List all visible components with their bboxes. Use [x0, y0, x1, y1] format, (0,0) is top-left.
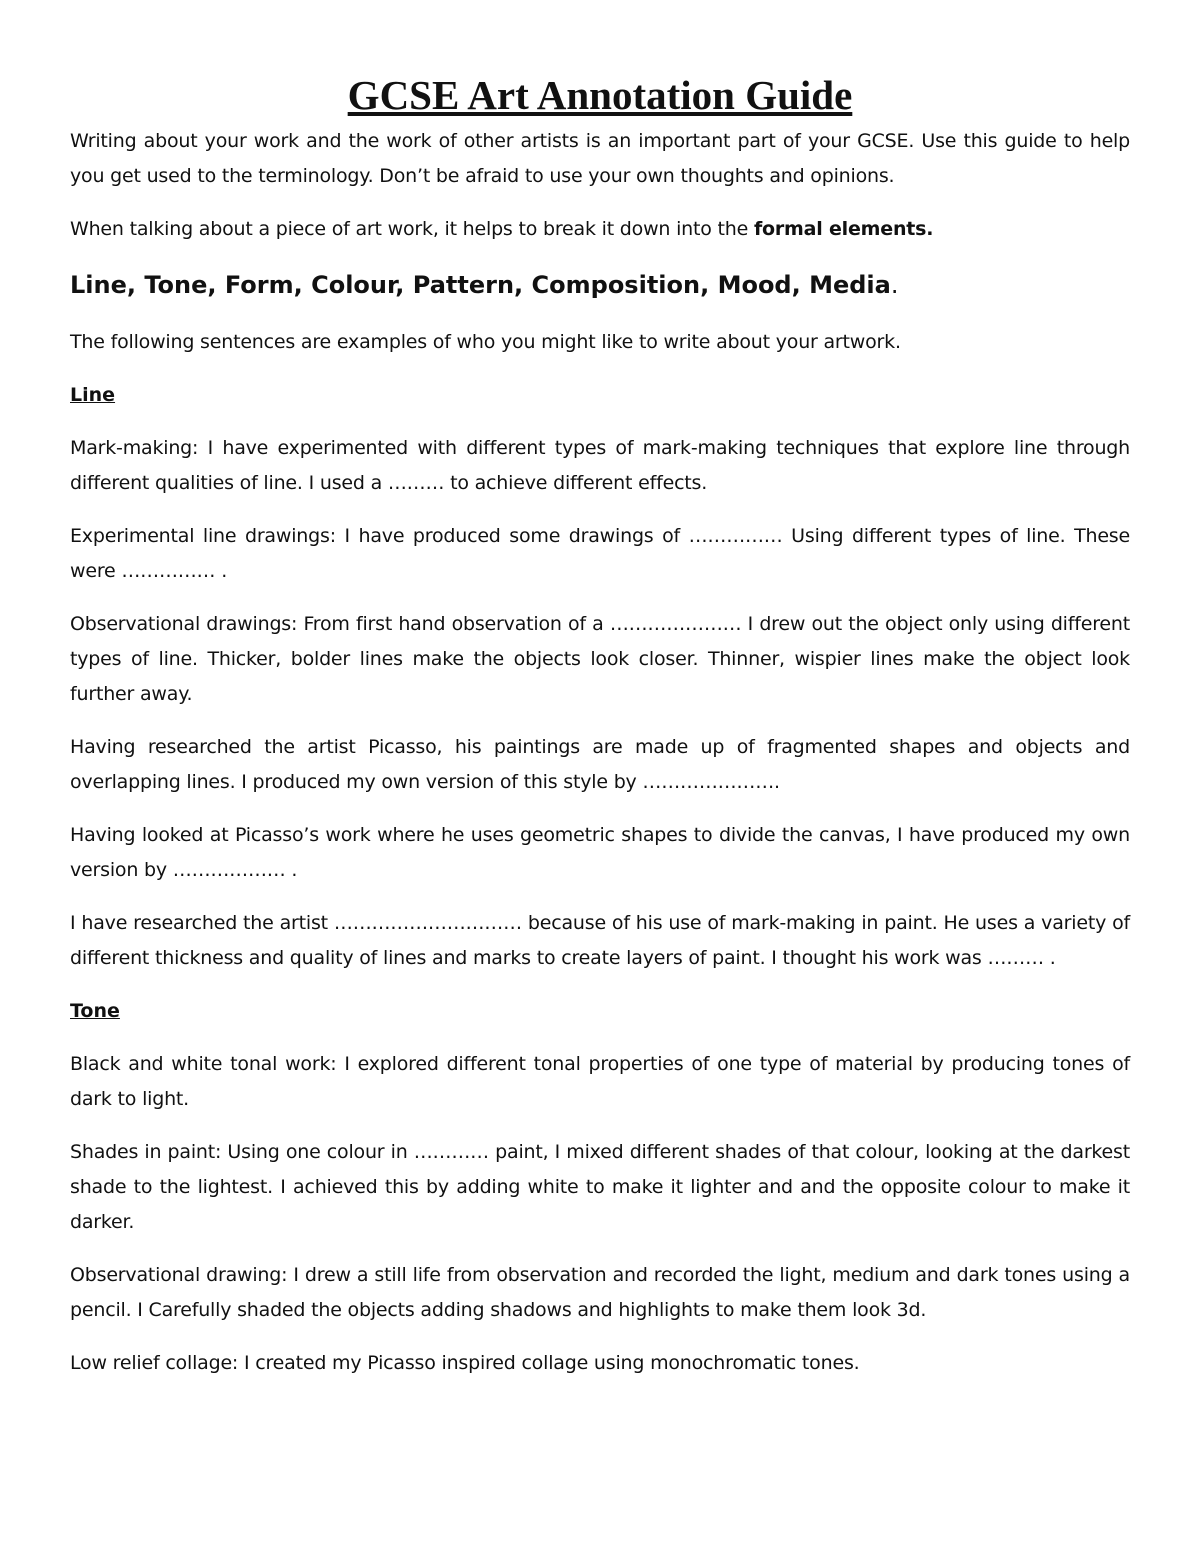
- item-text: Having researched the artist Picasso, his paintings are made up of fragmented shapes and objects and overlapping lines. I produced my own version of this style by ………………….: [70, 736, 1130, 793]
- line-item: [70, 519, 1130, 589]
- examples-intro: The following sentences are examples of who you might like to write about your artwork.: [70, 331, 901, 353]
- item-label: Shades in paint:: [70, 1141, 222, 1163]
- item-text: I have produced some drawings of …………… Using different types of line. These were …………… .: [70, 525, 1130, 582]
- item-label: Low relief collage:: [70, 1352, 239, 1374]
- tone-item: [70, 1047, 1130, 1117]
- elements-period: .: [890, 271, 899, 299]
- formal-elements-term: formal elements.: [753, 218, 934, 240]
- line-item: [70, 818, 1130, 888]
- item-text: Using one colour in ………… paint, I mixed different shades of that colour, looking at the darkest shade to the lightest. I achieved this by adding white to make it lighter and and the opposite colour to make it darker.: [70, 1141, 1130, 1233]
- item-label: Observational drawings:: [70, 613, 298, 635]
- formal-elements-list: [70, 265, 1130, 305]
- item-label: Observational drawing:: [70, 1264, 288, 1286]
- formal-elements-paragraph: [70, 212, 1130, 247]
- elements-text: Line, Tone, Form, Colour, Pattern, Composition, Mood, Media: [70, 271, 891, 299]
- item-text: Having looked at Picasso’s work where he uses geometric shapes to divide the canvas, I have produced my own version by ……………… .: [70, 824, 1130, 881]
- item-text: I drew a still life from observation and recorded the light, medium and dark tones using a pencil. I Carefully shaded the objects adding shadows and highlights to make them look 3d.: [70, 1264, 1130, 1321]
- line-item: [70, 730, 1130, 800]
- item-text: I have researched the artist ………………………… because of his use of mark-making in paint. He uses a variety of different thickness and quality of lines and marks to create layers of paint. I thought his work was ……… .: [70, 912, 1130, 969]
- section-heading-tone: Tone: [70, 1000, 120, 1022]
- document-page: [70, 70, 1130, 1399]
- formal-intro-text: When talking about a piece of art work, it helps to break it down into the: [70, 218, 754, 240]
- item-label: Experimental line drawings:: [70, 525, 336, 547]
- line-item: [70, 607, 1130, 712]
- line-item: [70, 906, 1130, 976]
- item-text: I have experimented with different types of mark-making techniques that explore line through different qualities of line. I used a ……… to achieve different effects.: [70, 437, 1130, 494]
- tone-item: [70, 1258, 1130, 1328]
- intro-paragraph: Writing about your work and the work of other artists is an important part of your GCSE. Use this guide to help you get used to the terminology. Don’t be afraid to use your own thoughts and opinions.: [70, 130, 1130, 187]
- item-text: I created my Picasso inspired collage using monochromatic tones.: [238, 1352, 860, 1374]
- item-label: Mark-making:: [70, 437, 199, 459]
- tone-item: [70, 1135, 1130, 1240]
- item-text: From first hand observation of a ………………… I drew out the object only using different types of line. Thicker, bolder lines make the objects look closer. Thinner, wispier lines make the object look further away.: [70, 613, 1131, 705]
- section-heading-line: Line: [70, 384, 116, 406]
- item-label: Black and white tonal work:: [70, 1053, 337, 1075]
- item-text: I explored different tonal properties of one type of material by producing tones of dark to light.: [70, 1053, 1130, 1110]
- line-item: [70, 431, 1130, 501]
- page-title: GCSE Art Annotation Guide: [347, 72, 853, 118]
- tone-item: [70, 1346, 1130, 1381]
